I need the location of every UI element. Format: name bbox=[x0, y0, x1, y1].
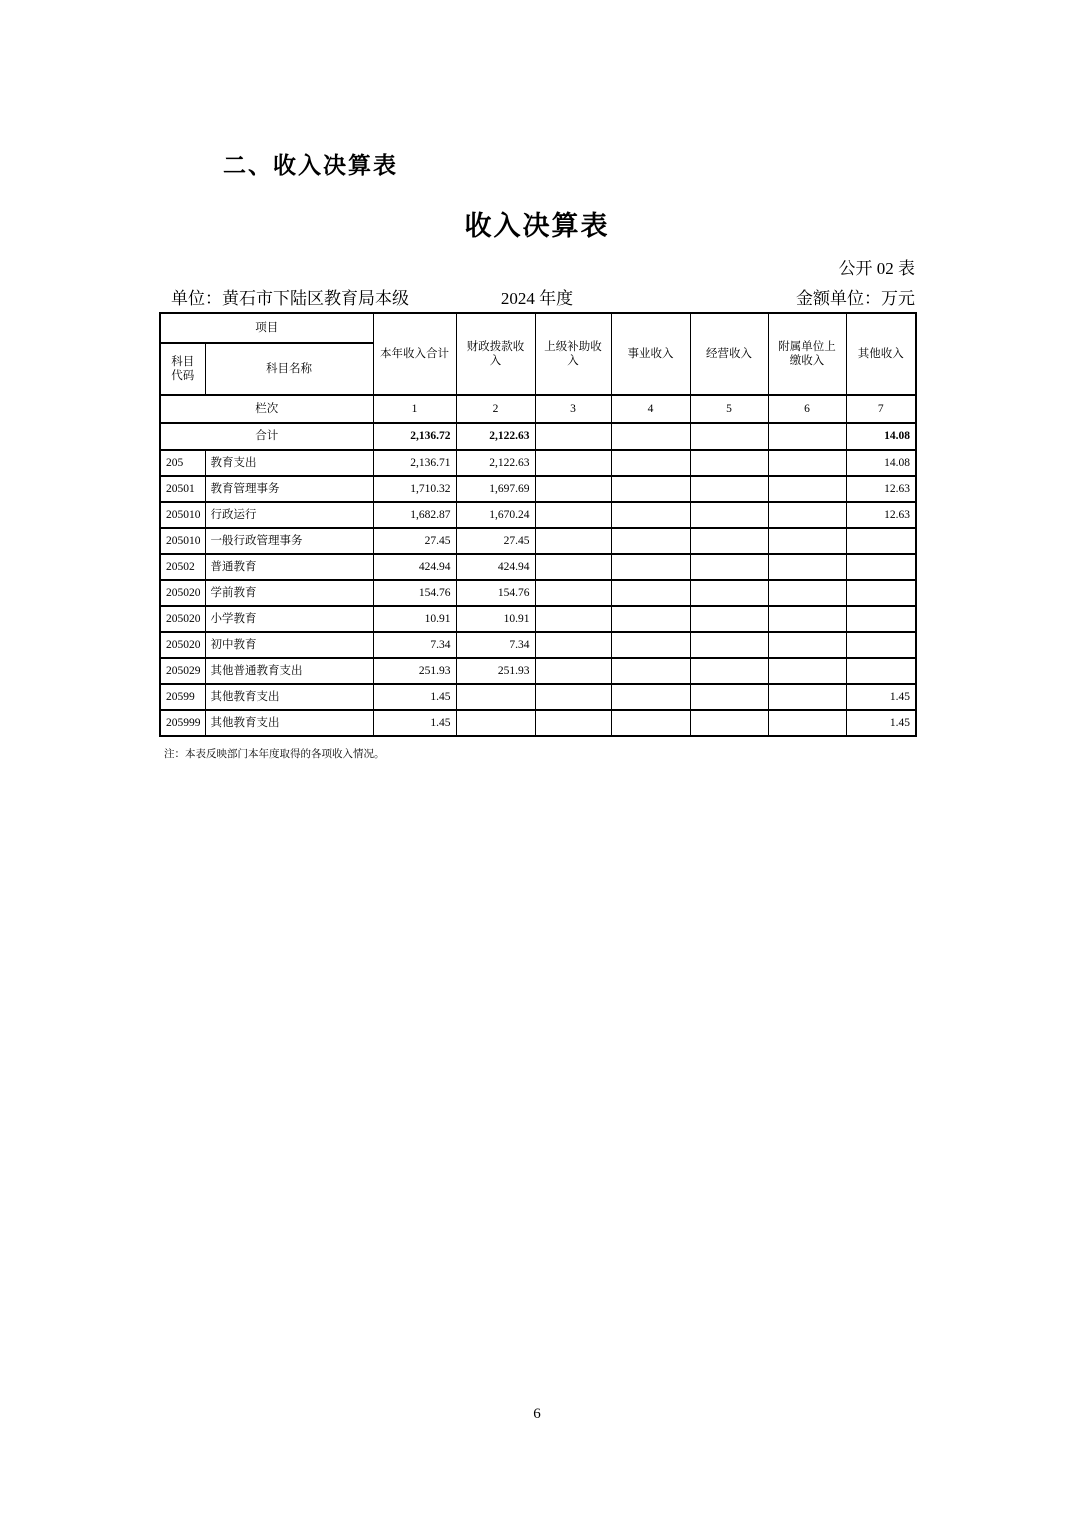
value-cell: 14.08 bbox=[846, 450, 916, 476]
value-cell bbox=[611, 450, 690, 476]
value-cell: 10.91 bbox=[456, 606, 535, 632]
column-header-fiscal-appropriation: 财政拨款收入 bbox=[456, 313, 535, 395]
value-cell bbox=[611, 476, 690, 502]
value-cell bbox=[690, 502, 768, 528]
subject-code-cell: 205029 bbox=[160, 658, 205, 684]
subject-code-header-cell: 科目代码 bbox=[160, 343, 205, 395]
value-cell: 154.76 bbox=[373, 580, 456, 606]
value-cell bbox=[611, 632, 690, 658]
value-cell: 424.94 bbox=[373, 554, 456, 580]
value-cell: 27.45 bbox=[373, 528, 456, 554]
table-row bbox=[160, 710, 916, 736]
value-cell bbox=[768, 580, 846, 606]
value-cell: 12.63 bbox=[846, 502, 916, 528]
value-cell: 154.76 bbox=[456, 580, 535, 606]
subject-code-cell: 205 bbox=[160, 450, 205, 476]
value-cell bbox=[690, 710, 768, 736]
table-row bbox=[160, 606, 916, 632]
column-header-business-income: 事业收入 bbox=[611, 313, 690, 395]
value-cell bbox=[611, 528, 690, 554]
value-cell bbox=[611, 684, 690, 710]
value-cell: 7.34 bbox=[373, 632, 456, 658]
total-value-cell bbox=[535, 423, 611, 450]
subject-code-cell: 20502 bbox=[160, 554, 205, 580]
value-cell bbox=[535, 450, 611, 476]
value-cell bbox=[535, 710, 611, 736]
value-cell bbox=[768, 658, 846, 684]
subject-name-cell: 教育支出 bbox=[205, 450, 373, 476]
subject-name-cell: 普通教育 bbox=[205, 554, 373, 580]
subject-code-cell: 205010 bbox=[160, 502, 205, 528]
table-code-label: 公开 02 表 bbox=[838, 259, 915, 278]
value-cell: 251.93 bbox=[373, 658, 456, 684]
subject-name-cell: 其他教育支出 bbox=[205, 684, 373, 710]
column-index-cell: 2 bbox=[456, 395, 535, 423]
value-cell bbox=[535, 476, 611, 502]
value-cell bbox=[690, 658, 768, 684]
subject-name-cell: 初中教育 bbox=[205, 632, 373, 658]
subject-name-header-cell: 科目名称 bbox=[205, 343, 373, 395]
table-row bbox=[160, 554, 916, 580]
subject-name-cell: 其他普通教育支出 bbox=[205, 658, 373, 684]
value-cell: 1.45 bbox=[373, 710, 456, 736]
value-cell bbox=[846, 554, 916, 580]
column-index-cell: 1 bbox=[373, 395, 456, 423]
table-title: 收入决算表 bbox=[464, 211, 610, 241]
value-cell: 12.63 bbox=[846, 476, 916, 502]
value-cell bbox=[535, 632, 611, 658]
column-header-total-income: 本年收入合计 bbox=[373, 313, 456, 395]
value-cell bbox=[768, 502, 846, 528]
total-label-cell: 合计 bbox=[160, 423, 373, 450]
page-number: 6 bbox=[533, 1406, 541, 1422]
value-cell bbox=[768, 632, 846, 658]
column-index-cell: 4 bbox=[611, 395, 690, 423]
value-cell: 1.45 bbox=[846, 710, 916, 736]
value-cell: 424.94 bbox=[456, 554, 535, 580]
total-value-cell: 2,136.72 bbox=[373, 423, 456, 450]
value-cell: 1,670.24 bbox=[456, 502, 535, 528]
column-index-cell: 3 bbox=[535, 395, 611, 423]
value-cell bbox=[535, 658, 611, 684]
subject-code-cell: 20599 bbox=[160, 684, 205, 710]
value-cell bbox=[690, 476, 768, 502]
section-heading: 二、收入决算表 bbox=[223, 153, 398, 178]
table-row bbox=[160, 684, 916, 710]
value-cell: 1,710.32 bbox=[373, 476, 456, 502]
table-body bbox=[160, 313, 916, 736]
value-cell bbox=[690, 580, 768, 606]
table-row bbox=[160, 632, 916, 658]
revenue-table bbox=[159, 312, 917, 737]
value-cell: 1.45 bbox=[373, 684, 456, 710]
subject-name-cell: 小学教育 bbox=[205, 606, 373, 632]
table-row bbox=[160, 502, 916, 528]
value-cell: 1,697.69 bbox=[456, 476, 535, 502]
table-row bbox=[160, 476, 916, 502]
value-cell bbox=[535, 580, 611, 606]
value-cell bbox=[768, 606, 846, 632]
value-cell bbox=[611, 710, 690, 736]
value-cell: 2,136.71 bbox=[373, 450, 456, 476]
value-cell bbox=[611, 606, 690, 632]
value-cell bbox=[690, 554, 768, 580]
value-cell bbox=[611, 502, 690, 528]
value-cell: 27.45 bbox=[456, 528, 535, 554]
table-row bbox=[160, 658, 916, 684]
value-cell bbox=[535, 554, 611, 580]
header-row-project bbox=[160, 313, 916, 343]
value-cell bbox=[846, 658, 916, 684]
subject-name-cell: 学前教育 bbox=[205, 580, 373, 606]
subject-name-cell: 教育管理事务 bbox=[205, 476, 373, 502]
value-cell bbox=[535, 502, 611, 528]
column-index-row bbox=[160, 395, 916, 423]
subject-code-cell: 205010 bbox=[160, 528, 205, 554]
column-index-cell: 7 bbox=[846, 395, 916, 423]
column-index-label-cell: 栏次 bbox=[160, 395, 373, 423]
subject-code-cell: 205999 bbox=[160, 710, 205, 736]
value-cell bbox=[846, 528, 916, 554]
column-index-cell: 6 bbox=[768, 395, 846, 423]
table-row bbox=[160, 580, 916, 606]
subject-name-cell: 其他教育支出 bbox=[205, 710, 373, 736]
value-cell: 10.91 bbox=[373, 606, 456, 632]
column-index-cell: 5 bbox=[690, 395, 768, 423]
table-row bbox=[160, 450, 916, 476]
total-value-cell bbox=[611, 423, 690, 450]
value-cell bbox=[535, 606, 611, 632]
subject-code-cell: 205020 bbox=[160, 632, 205, 658]
value-cell bbox=[535, 684, 611, 710]
value-cell bbox=[690, 632, 768, 658]
value-cell bbox=[535, 528, 611, 554]
document-content bbox=[159, 0, 915, 761]
value-cell bbox=[611, 658, 690, 684]
value-cell bbox=[768, 476, 846, 502]
table-note: 注：本表反映部门本年度取得的各项收入情况。 bbox=[164, 749, 385, 760]
column-header-operating-income: 经营收入 bbox=[690, 313, 768, 395]
subject-code-cell: 205020 bbox=[160, 606, 205, 632]
total-value-cell: 14.08 bbox=[846, 423, 916, 450]
table-row bbox=[160, 528, 916, 554]
subject-code-cell: 20501 bbox=[160, 476, 205, 502]
total-value-cell bbox=[768, 423, 846, 450]
value-cell: 2,122.63 bbox=[456, 450, 535, 476]
subject-name-cell: 一般行政管理事务 bbox=[205, 528, 373, 554]
total-value-cell: 2,122.63 bbox=[456, 423, 535, 450]
value-cell bbox=[690, 684, 768, 710]
value-cell bbox=[611, 554, 690, 580]
value-cell bbox=[846, 606, 916, 632]
total-value-cell bbox=[690, 423, 768, 450]
subject-code-cell: 205020 bbox=[160, 580, 205, 606]
value-cell bbox=[690, 606, 768, 632]
value-cell bbox=[846, 580, 916, 606]
value-cell bbox=[768, 450, 846, 476]
subject-name-cell: 行政运行 bbox=[205, 502, 373, 528]
value-cell: 251.93 bbox=[456, 658, 535, 684]
value-cell: 1,682.87 bbox=[373, 502, 456, 528]
value-cell bbox=[768, 710, 846, 736]
value-cell bbox=[611, 580, 690, 606]
column-header-superior-subsidy: 上级补助收入 bbox=[535, 313, 611, 395]
value-cell bbox=[456, 684, 535, 710]
project-header-cell: 项目 bbox=[160, 313, 373, 343]
column-header-other-income: 其他收入 bbox=[846, 313, 916, 395]
value-cell bbox=[690, 450, 768, 476]
value-cell bbox=[456, 710, 535, 736]
column-header-affiliated-unit-payment: 附属单位上缴收入 bbox=[768, 313, 846, 395]
value-cell bbox=[768, 528, 846, 554]
value-cell: 7.34 bbox=[456, 632, 535, 658]
table-meta-row bbox=[159, 284, 915, 309]
value-cell bbox=[768, 554, 846, 580]
total-row bbox=[160, 423, 916, 450]
value-cell: 1.45 bbox=[846, 684, 916, 710]
fiscal-year-label: 2024 年度 bbox=[500, 289, 574, 308]
value-cell bbox=[690, 528, 768, 554]
value-cell bbox=[768, 684, 846, 710]
amount-unit-label: 金额单位：万元 bbox=[796, 289, 915, 308]
value-cell bbox=[846, 632, 916, 658]
unit-label: 单位：黄石市下陆区教育局本级 bbox=[171, 289, 409, 308]
